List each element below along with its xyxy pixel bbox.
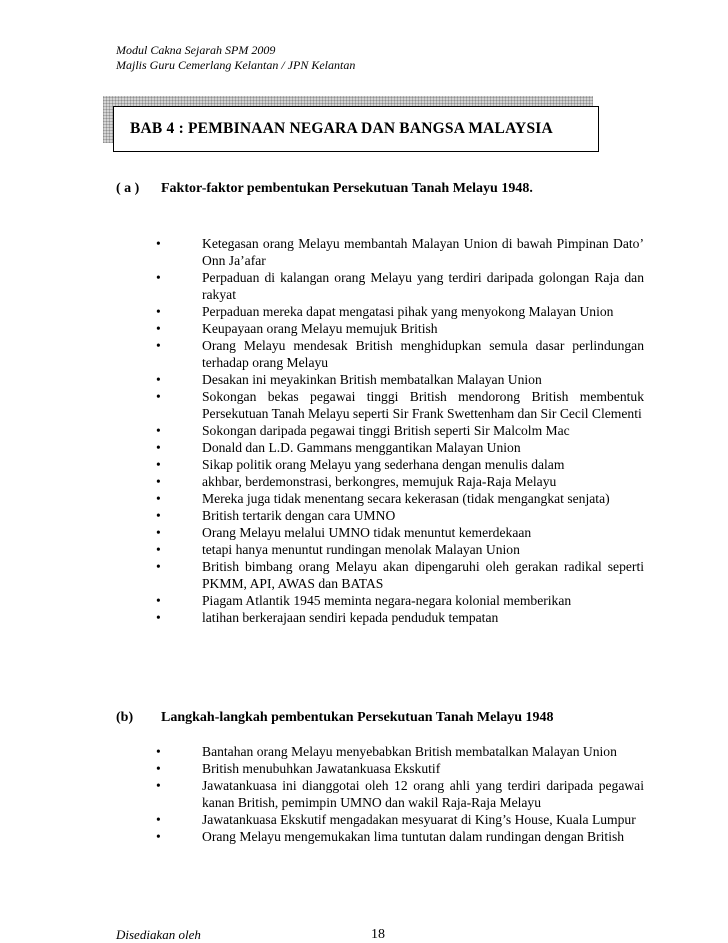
list-item	[156, 337, 644, 371]
bullet-icon: •	[156, 372, 161, 387]
list-item-text: Orang Melayu mendesak British menghidupkan semula dasar perlindungan terhadap orang Melayu	[202, 338, 644, 370]
bullet-icon: •	[156, 491, 161, 506]
header-organization: Majlis Guru Cemerlang Kelantan / JPN Kelantan	[116, 58, 356, 72]
list-item-text: Orang Melayu mengemukakan lima tuntutan dalam rundingan dengan British	[202, 829, 625, 844]
list-item	[156, 811, 644, 828]
list-item	[156, 609, 644, 626]
chapter-title: BAB 4 : PEMBINAAN NEGARA DAN BANGSA MALAYSIA	[130, 120, 553, 137]
section-a-title: Faktor-faktor pembentukan Persekutuan Tanah Melayu 1948.	[161, 181, 533, 196]
list-item-text: Sikap politik orang Melayu yang sederhana dengan menulis dalam	[202, 457, 565, 472]
list-item-text: Desakan ini meyakinkan British membatalkan Malayan Union	[202, 372, 542, 387]
list-item	[156, 439, 644, 456]
list-item-text: Bantahan orang Melayu menyebabkan British membatalkan Malayan Union	[202, 744, 617, 759]
footer-prepared-by: Disediakan oleh	[116, 927, 201, 942]
list-item	[156, 828, 644, 845]
bullet-icon: •	[156, 559, 161, 574]
list-item-text: Jawatankuasa Ekskutif mengadakan mesyuarat di King’s House, Kuala Lumpur	[202, 812, 636, 827]
bullet-icon: •	[156, 778, 161, 793]
bullet-icon: •	[156, 236, 161, 251]
list-item	[156, 541, 644, 558]
list-item-text: Mereka juga tidak menentang secara kekerasan (tidak mengangkat senjata)	[202, 491, 610, 506]
section-b-marker: (b)	[116, 710, 134, 725]
list-item	[156, 422, 644, 439]
list-item	[156, 592, 644, 609]
list-item	[156, 777, 644, 811]
list-item-text: Sokongan bekas pegawai tinggi British mendorong British membentuk Persekutuan Tanah Melayu seperti Sir Frank Swettenham dan Sir Cecil Clementi	[202, 389, 644, 421]
list-item	[156, 524, 644, 541]
list-item	[156, 456, 644, 473]
bullet-icon: •	[156, 525, 161, 540]
bullet-icon: •	[156, 508, 161, 523]
bullet-icon: •	[156, 761, 161, 776]
bullet-icon: •	[156, 829, 161, 844]
list-item-text: Ketegasan orang Melayu membantah Malayan Union di bawah Pimpinan Dato’ Onn Ja’afar	[202, 236, 644, 268]
list-item	[156, 507, 644, 524]
list-item	[156, 473, 644, 490]
list-item	[156, 388, 644, 422]
list-item	[156, 490, 644, 507]
list-item-text: British menubuhkan Jawatankuasa Ekskutif	[202, 761, 441, 776]
section-b-title: Langkah-langkah pembentukan Persekutuan Tanah Melayu 1948	[161, 710, 554, 725]
bullet-icon: •	[156, 338, 161, 353]
bullet-icon: •	[156, 610, 161, 625]
bullet-icon: •	[156, 593, 161, 608]
bullet-icon: •	[156, 440, 161, 455]
section-a-list	[156, 235, 644, 626]
bullet-icon: •	[156, 812, 161, 827]
bullet-icon: •	[156, 304, 161, 319]
list-item-text: latihan berkerajaan sendiri kepada penduduk tempatan	[202, 610, 499, 625]
list-item-text: British tertarik dengan cara UMNO	[202, 508, 396, 523]
section-b-list	[156, 743, 644, 845]
list-item-text: Piagam Atlantik 1945 meminta negara-negara kolonial memberikan	[202, 593, 572, 608]
list-item-text: Perpaduan di kalangan orang Melayu yang terdiri daripada golongan Raja dan rakyat	[202, 270, 644, 302]
list-item-text: Sokongan daripada pegawai tinggi British seperti Sir Malcolm Mac	[202, 423, 570, 438]
page-header	[116, 43, 355, 73]
list-item-text: Donald dan L.D. Gammans menggantikan Malayan Union	[202, 440, 521, 455]
bullet-icon: •	[156, 744, 161, 759]
bullet-icon: •	[156, 474, 161, 489]
list-item	[156, 320, 644, 337]
page-number: 18	[371, 927, 385, 942]
list-item-text: Orang Melayu melalui UMNO tidak menuntut kemerdekaan	[202, 525, 532, 540]
chapter-title-box	[113, 106, 599, 152]
list-item-text: Keupayaan orang Melayu memujuk British	[202, 321, 438, 336]
header-module-title: Modul Cakna Sejarah SPM 2009	[116, 43, 276, 57]
section-a-marker: ( a )	[116, 181, 140, 196]
bullet-icon: •	[156, 321, 161, 336]
list-item-text: Perpaduan mereka dapat mengatasi pihak yang menyokong Malayan Union	[202, 304, 614, 319]
list-item-text: Jawatankuasa ini dianggotai oleh 12 orang ahli yang terdiri daripada pegawai kanan British, pemimpin UMNO dan wakil Raja-Raja Melayu	[202, 778, 644, 810]
list-item	[156, 269, 644, 303]
bullet-icon: •	[156, 270, 161, 285]
list-item	[156, 760, 644, 777]
list-item-text: akhbar, berdemonstrasi, berkongres, memujuk Raja-Raja Melayu	[202, 474, 557, 489]
bullet-icon: •	[156, 457, 161, 472]
bullet-icon: •	[156, 423, 161, 438]
list-item	[156, 558, 644, 592]
list-item	[156, 371, 644, 388]
list-item-text: British bimbang orang Melayu akan dipengaruhi oleh gerakan radikal seperti PKMM, API, AWAS dan BATAS	[202, 559, 644, 591]
bullet-icon: •	[156, 389, 161, 404]
list-item-text: tetapi hanya menuntut rundingan menolak Malayan Union	[202, 542, 520, 557]
list-item	[156, 743, 644, 760]
list-item	[156, 303, 644, 320]
list-item	[156, 235, 644, 269]
bullet-icon: •	[156, 542, 161, 557]
